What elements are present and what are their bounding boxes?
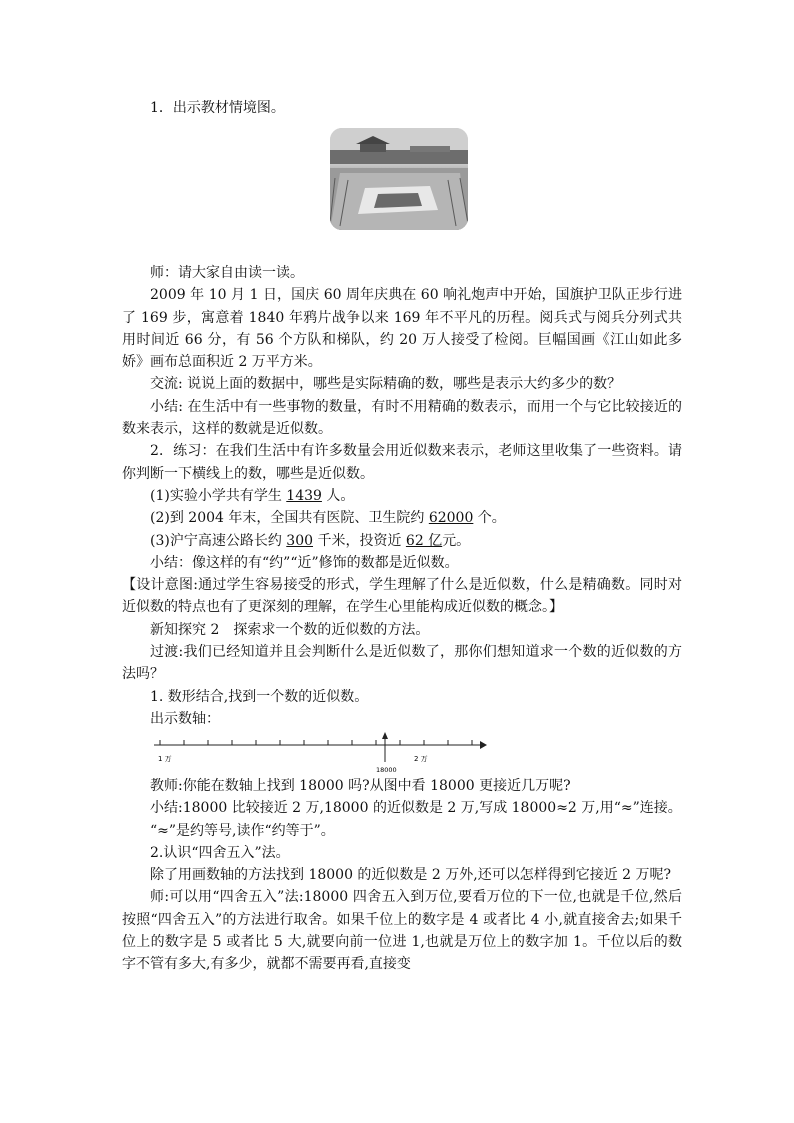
paragraph: 过渡:我们已经知道并且会判断什么是近似数了，那你们想知道求一个数的近似数的方法吗？ xyxy=(122,644,682,683)
paragraph: 2．练习：在我们生活中有许多数量会用近似数来表示，老师这里收集了一些资料。请你判断一下横线上的数，哪些是近似数。 xyxy=(122,443,682,482)
left-label: 1 万 xyxy=(158,755,172,763)
paragraph: 小结：像这样的有“约”“近”修饰的数都是近似数。 xyxy=(150,554,459,571)
paragraph: 2.认识“四舍五入”法。 xyxy=(150,844,290,861)
parade-photo-icon xyxy=(330,128,468,230)
paragraph: 交流: 说说上面的数据中，哪些是实际精确的数，哪些是表示大约多少的数？ xyxy=(150,376,622,393)
number-line xyxy=(150,728,488,772)
list-item: (1)实验小学共有学生 1439 人。 xyxy=(150,487,355,504)
section-heading: 1．出示教材情境图。 xyxy=(150,100,285,116)
text-block-1 xyxy=(122,262,682,730)
right-label: 2 万 xyxy=(414,755,428,763)
paragraph: 除了用画数轴的方法找到 18000 的近似数是 2 万外,还可以怎样得到它接近 2 万呢? xyxy=(150,867,672,884)
paragraph: 1. 数形结合,找到一个数的近似数。 xyxy=(150,688,369,705)
paragraph: “≈”是约等号,读作“约等于”。 xyxy=(150,822,335,839)
paragraph: 师：请大家自由读一读。 xyxy=(150,265,304,281)
parade-photo xyxy=(330,128,468,230)
paragraph: 小结: 在生活中有一些事物的数量，有时不用精确的数表示，而用一个与它比较接近的数来表示，这样的数就是近似数。 xyxy=(122,398,682,438)
paragraph: 小结:18000 比较接近 2 万,18000 的近似数是 2 万,写成 18000≈2 万,用“≈”连接。 xyxy=(150,800,682,817)
paragraph: 出示数轴： xyxy=(150,710,220,727)
number-line-arrow xyxy=(480,741,487,749)
paragraph: 2009 年 10 月 1 日，国庆 60 周年庆典在 60 响礼炮声中开始，国旗护卫队正步行进了 169 步，寓意着 1840 年鸦片战争以来 169 年不平凡的历程。阅兵式与阅兵分列式共用时间近 66 分，有 56 个方队和梯队，约 20 万人接受了检阅。巨幅国画《江山如此多娇》画布总面积近 2 万平方米。 xyxy=(122,287,682,371)
number-line-ticks xyxy=(160,740,472,745)
list-item: (2)到 2004 年末，全国共有医院、卫生院约 62000 个。 xyxy=(150,510,506,527)
marker-label: 18000 xyxy=(376,766,397,772)
paragraph: 教师:你能在数轴上找到 18000 吗?从图中看 18000 更接近几万呢? xyxy=(150,778,571,794)
paragraph: 【设计意图:通过学生容易接受的形式，学生理解了什么是近似数，什么是精确数。同时对近似数的特点也有了更深刻的理解，在学生心里能构成近似数的概念。】 xyxy=(122,577,682,616)
list-item: (3)沪宁高速公路长约 300 千米，投资近 62 亿元。 xyxy=(150,532,471,549)
marker-arrowhead xyxy=(382,732,388,739)
text-block-3 xyxy=(122,775,682,976)
paragraph: 新知探究 2 探索求一个数的近似数的方法。 xyxy=(150,621,430,638)
paragraph: 师:可以用“四舍五入”法:18000 四舍五入到万位,要看万位的下一位,也就是千位,然后按照“四舍五入”的方法进行取舍。如果千位上的数字是 4 或者比 4 小,就直接舍去;如果千位上的数字是 5 或者比 5 大,就要向前一位进 1,也就是万位上的数字加 1。千位以后的数字不管有多大,有多少，就都不需要再看,直接变 xyxy=(122,889,682,973)
